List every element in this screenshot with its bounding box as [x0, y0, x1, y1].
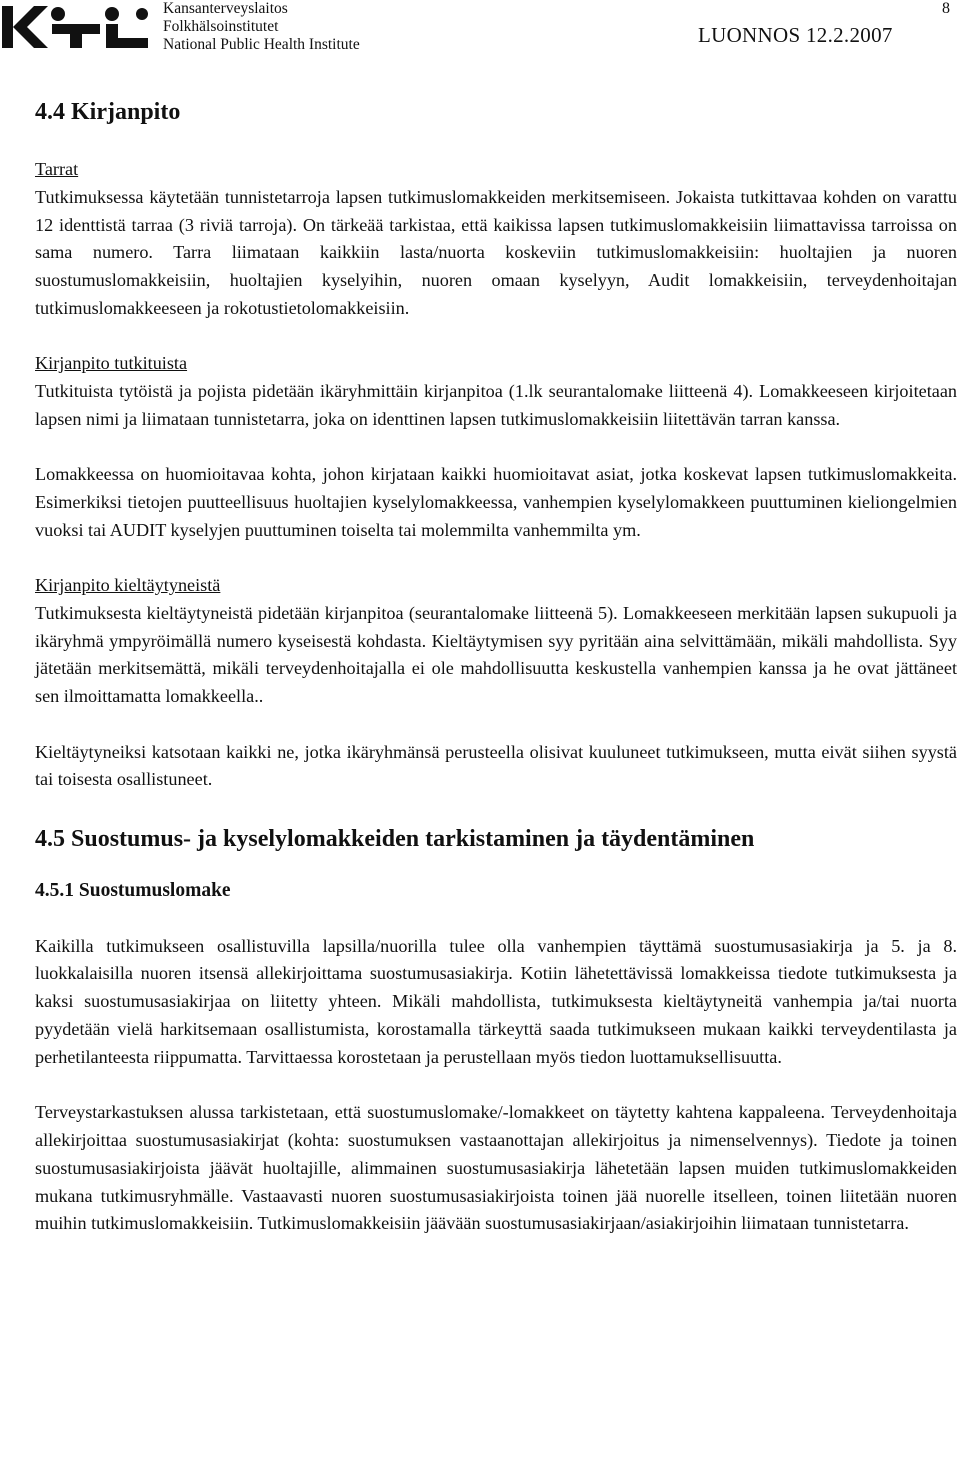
- subheading-kirjanpito-kieltaytyneista: Kirjanpito kieltäytyneistä: [35, 575, 221, 596]
- paragraph-kieltaytyneista: Tutkimuksesta kieltäytyneistä pidetään kirjanpitoa (seurantalomake liitteenä 5). Lomakkeeseen merkitään lapsen sukupuoli ja ikäryhmä ympyröimällä numero kyseisestä kohdasta. Kieltäytymisen syy pyritään aina selvittämään, mikäli mahdollista. Syy jätetään merkitsemättä, mikäli terveydenhoitajalla ei ole mahdollisuutta keskustella vanhempien kanssa ja he ovat jättäneet sen ilmoittamatta lomakkeella..: [35, 602, 957, 707]
- section-heading-4-5-1: 4.5.1 Suostumuslomake: [35, 879, 231, 901]
- institute-line-en: National Public Health Institute: [163, 36, 360, 53]
- section-heading-4-5: 4.5 Suostumus- ja kyselylomakkeiden tarkistaminen ja täydentäminen: [35, 825, 755, 852]
- institute-line-fi: Kansanterveyslaitos: [163, 0, 288, 17]
- institute-line-sv: Folkhälsoinstitutet: [163, 18, 279, 35]
- page-header: [0, 0, 960, 60]
- subheading-kirjanpito-tutkituista: Kirjanpito tutkituista: [35, 353, 188, 374]
- paragraph-tarrat: Tutkimuksessa käytetään tunnistetarroja lapsen tutkimuslomakkeiden merkitsemiseen. Jokaista tutkittavaa kohden on varattu 12 identtistä tarraa (3 riviä tarroja). On tärkeää tarkistaa, että kaikissa lapsen tutkimuslomakkeisiin liimattavissa tarroissa on sama numero. Tarra liimataan kaikkiin lasta/nuorta koskeviin tutkimuslomakkeisiin: huoltajien ja nuoren suostumuslomakkeisiin, huoltajien kyselyihin, nuoren omaan kyselyyn, Audit lomakkeisiin, terveydenhoitajan tutkimuslomakkeeseen ja rokotustietolomakkeisiin.: [35, 186, 957, 318]
- section-heading-4-4: 4.4 Kirjanpito: [35, 99, 181, 125]
- subheading-tarrat: Tarrat: [35, 159, 79, 179]
- paragraph-lomakkeessa: Lomakkeessa on huomioitavaa kohta, johon kirjataan kaikki huomioitavat asiat, jotka koskevat lapsen tutkimuslomakkeita. Esimerkiksi tietojen puutteellisuus huoltajien kyselylomakkeessa, vanhempien kyselylomakkeen puuttuminen kieliongelmien vuoksi tai AUDIT kyselyjen puuttuminen toiselta tai molemmilta vanhemmilta ym.: [35, 464, 957, 540]
- institute-name: [163, 0, 360, 54]
- page-number: 8: [942, 0, 950, 17]
- paragraph-terveystarkastuksen: Terveystarkastuksen alussa tarkistetaan, että suostumuslomake/-lomakkeet on täytetty kahtena kappaleena. Terveydenhoitaja allekirjoittaa suostumusasiakirjat (kohta: suostumuksen vastaanottajan allekirjoitus ja nimenselvennys). Tiedote ja toinen suostumusasiakirjoista jäävät huoltajille, alimmainen suostumusasiakirja lähetetään lapsen muiden tutkimuslomakkeiden mukana tutkimusryhmälle. Vastaavasti nuoren suostumusasiakirjoista toinen jää nuorelle itselleen, toinen liitetään nuoren muihin tutkimuslomakkeisiin. Tutkimuslomakkeisiin jäävään suostumusasiakirjaan/asiakirjoihin liimataan tunnistetarra.: [35, 1102, 957, 1234]
- paragraph-tutkituista: Tutkituista tytöistä ja pojista pidetään ikäryhmittäin kirjanpitoa (1.lk seurantalomake liitteenä 4). Lomakkeeseen kirjoitetaan lapsen nimi ja liimataan tunnistetarra, joka on identtinen lapsen tutkimuslomakkeisiin liitettävän tarran kanssa.: [35, 381, 957, 429]
- paragraph-kieltaytyneiksi: Kieltäytyneiksi katsotaan kaikki ne, jotka ikäryhmänsä perusteella olisivat kuuluneet tutkimukseen, mutta eivät siihen syystä tai toisesta osallistuneet.: [35, 741, 957, 790]
- paragraph-kaikilla: Kaikilla tutkimukseen osallistuvilla lapsilla/nuorilla tulee olla vanhempien täyttämä suostumusasiakirja ja 5. ja 8. luokkalaisilla nuoren itsensä allekirjoittama suostumusasiakirja. Kotiin lähetettävissä lomakkeissa tiedote tutkimuksesta ja kaksi suostumusasiakirjaa on liitetty yhteen. Mikäli mahdollista, tutkimuksesta kieltäytyneitä vanhempia ja/tai nuorta pyydetään vielä harkitsemaan osallistumista, korostamalla tärkeyttä saada tutkimukseen mukaan kaikki terveydentilasta ja perhetilanteesta riippumatta. Tarvittaessa korostetaan ja perustellaan myös tiedon luottamuksellisuutta.: [35, 935, 957, 1067]
- ktl-logo: [0, 4, 152, 50]
- draft-label: LUONNOS 12.2.2007: [698, 23, 893, 47]
- document-body: [35, 95, 957, 1238]
